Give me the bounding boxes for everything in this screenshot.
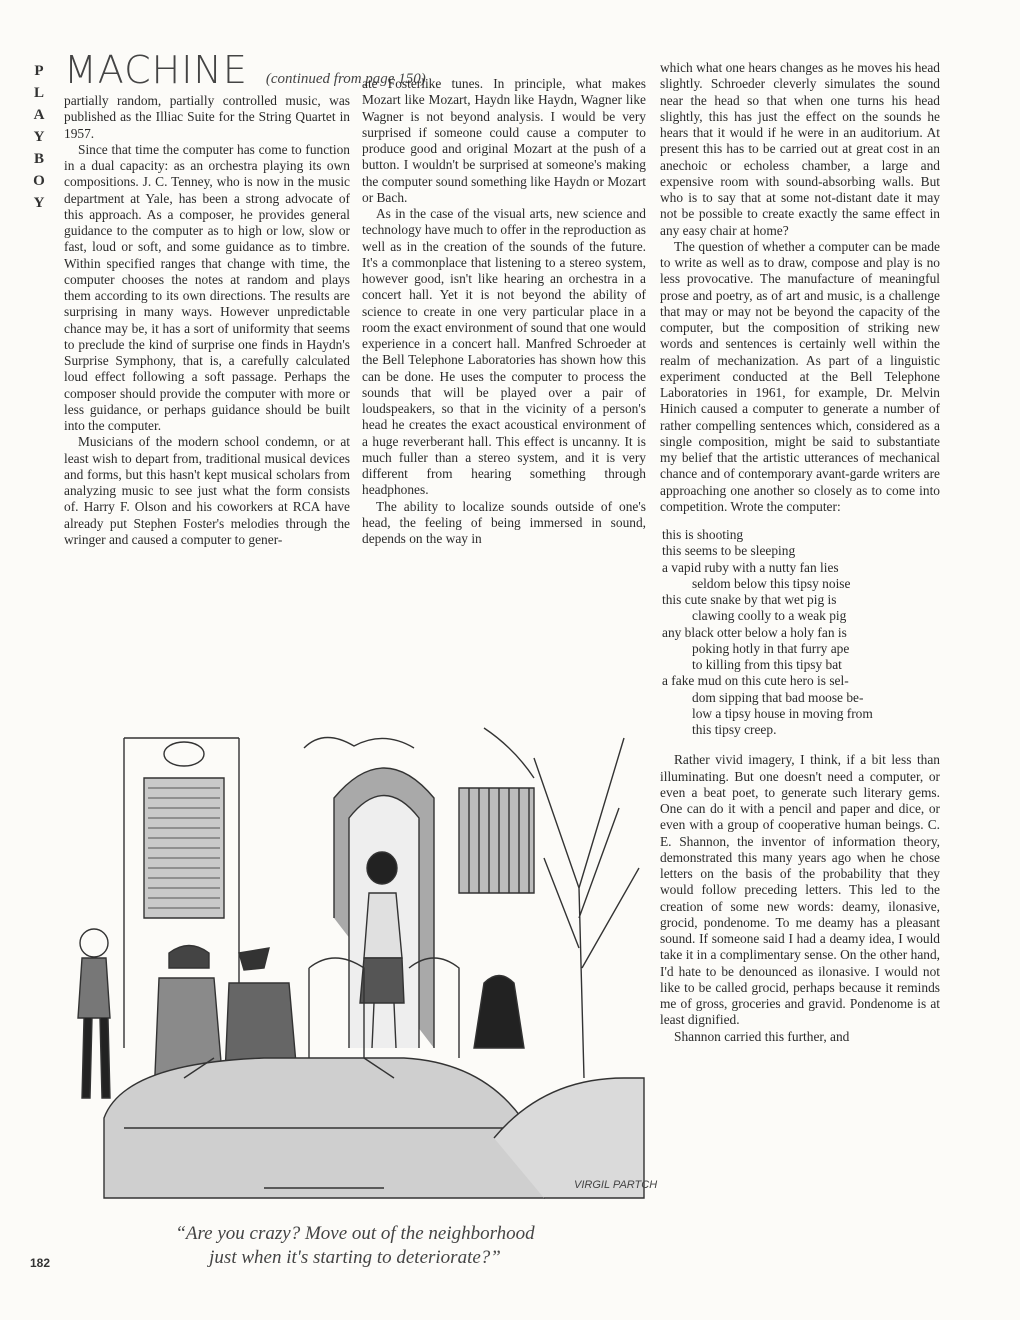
poem-line-continuation: to killing from this tipsy bat: [692, 657, 842, 672]
magazine-letter: Y: [33, 195, 45, 211]
magazine-letter: P: [34, 63, 44, 79]
computer-poem: [662, 527, 940, 738]
poem-line-continuation: low a tipsy house in moving from: [692, 705, 873, 721]
paragraph: As in the case of the visual arts, new science and technology have much to offer in the reproduction as well as in the creation of the sounds of the future. It's a commonplace that listening to a stereo system, however good, isn't like hearing an orchestra in a concert hall. Yet it is not beyond the ability of science to create in one very particular place in a room the exact environment of sound that one would experience in a concert hall. Manfred Schroeder at the Bell Telephone Laboratories has shown how this can be done. He uses the computer to process the sounds that will be played over a pair of loudspeakers, so that in the vicinity of a person's head he creates the exact acoustical environment of a huge reverberant hall. This effect is uncanny. It is much fuller than a stereo system, and it is very different from hearing something through headphones.: [362, 206, 646, 498]
poem-line: this is shooting: [662, 527, 744, 542]
poem-line: this seems to be sleeping: [662, 543, 796, 559]
continued-note: (continued from page 150): [265, 71, 426, 87]
article-title: MACHINE: [64, 48, 248, 92]
text-column-2: [362, 76, 646, 547]
cartoon-caption: [64, 1222, 646, 1270]
poem-line-continuation: dom sipping that bad moose be-: [692, 689, 864, 705]
street-scene-drawing: [64, 718, 658, 1208]
paragraph: Rather vivid imagery, I think, if a bit less than illuminating. But one doesn't need a computer, or even a beat poet, to generate such literary gems. One can do it with a pencil and paper and dice, or even with a group of cooperative human beings. C. E. Shannon, the inventor of information theory, demonstrated this many years ago when he chose letters on the basis of the probability that they would follow preceding letters. This led to the creation of some new words: deamy, ilonasive, grocid, pondenome. To me deamy has a pleasant sound. If someone said I had a deamy idea, I would take it in a complimentary sense. On the other hand, I'd hate to be denounced as ilonasive. I would not like to be called grocid, perhaps because it reminds me of gross, groceries and gravid. Pondenome is at least dignified.: [660, 752, 940, 1028]
magazine-vertical-title: [30, 60, 48, 214]
poem-line: any black otter below a holy fan is: [662, 624, 847, 640]
poem-line-continuation: poking hotly in that furry ape: [692, 640, 850, 656]
page-number: 182: [30, 1256, 51, 1270]
poem-line: a fake mud on this cute hero is sel-: [662, 673, 849, 689]
paragraph: The question of whether a computer can be made to write as well as to draw, compose and play is no less provocative. The manufacture of meaningful prose and poetry, as of art and music, is a challenge that may or may not be beyond the capacity of the computer, but the composition of striking new words and sentences is certainly well within the realm of mechanization. As part of a linguistic experiment conducted at the Bell Telephone Laboratories in 1961, for example, Dr. Melvin Hinich caused a computer to generate a number of rather compelling sentences which, considered as a single composition, might be said to substantiate my belief that the artistic utterances of mechanical chance and of contemporary avant-garde writers are approaching one another so closely as to come into competition. Wrote the computer:: [660, 238, 940, 514]
text-column-1: [64, 93, 350, 548]
text-column-3: [660, 60, 940, 1045]
magazine-letter: Y: [33, 129, 45, 145]
magazine-letter: O: [33, 173, 45, 189]
magazine-letter: L: [33, 85, 44, 101]
paragraph: Since that time the computer has come to function in a dual capacity: as an orchestra playing its own compositions. J. C. Tenney, who is now in the music department at Yale, has been a strong advocate of this approach. As a composer, he provides general guidance to the computer as to high or low, slow or fast, loud or soft, and some guidance as to timbre. Within specified ranges that change with time, the computer chooses the notes at random and plays them according to its own directions. The results are surprising in many ways. However unpredictable chance may be, it has a sort of uniformity that seems to preclude the kind of surprise one finds in Haydn's Surprise Symphony, that is, a carefully calculated loud effect following a soft passage. Perhaps the composer should provide the computer with more or less guidance, or perhaps guidance should be built into the computer.: [64, 141, 350, 433]
magazine-letter: A: [33, 107, 45, 123]
poem-line-continuation: seldom below this tipsy noise: [692, 575, 851, 591]
paragraph: Shannon carried this further, and: [674, 1028, 850, 1044]
artist-signature: VIRGIL PARTCH: [574, 1179, 658, 1191]
magazine-letter: B: [33, 151, 44, 167]
caption-line: “Are you crazy? Move out of the neighborhood: [175, 1223, 535, 1244]
paragraph: which what one hears changes as he moves his head slightly. Schroeder cleverly simulates the sound near the head so that when one turns his head slightly, this has just the effect on the sounds he hears that it would if he were in an auditorium. At present this has to be carried out at great cost in an anechoic or echoless chamber, a large and expensive room with sound-absorbing walls. But who is to say that at some not-distant date it may not be possible to create exactly the same effect in any easy chair at home?: [660, 60, 940, 238]
paragraph: The ability to localize sounds outside of one's head, the feeling of being immersed in sound, depends on the way in: [362, 498, 646, 546]
poem-line: a vapid ruby with a nutty fan lies: [662, 559, 839, 575]
paragraph: Musicians of the modern school condemn, or at least wish to depart from, traditional musical devices and forms, but this hasn't kept musical scholars from analyzing music to see just what the form consists of. Harry F. Olson and his coworkers at RCA have already put Stephen Foster's melodies through the wringer and caused a computer to gener-: [64, 434, 350, 547]
poem-line-continuation: clawing coolly to a weak pig: [692, 608, 847, 624]
poem-line-continuation: this tipsy creep.: [692, 722, 777, 737]
paragraph: ate Fosterlike tunes. In principle, what makes Mozart like Mozart, Haydn like Haydn, Wagner like Wagner is not beyond analysis. I would be very surprised if someone could cause a computer to produce good and original Mozart at the push of a button. I wouldn't be surprised at someone's making the computer sound something like Haydn or Mozart or Bach.: [362, 76, 646, 205]
caption-line: just when it's starting to deteriorate?”: [209, 1247, 501, 1268]
paragraph: partially random, partially controlled music, was published as the Illiac Suite for the String Quartet in 1957.: [64, 93, 350, 141]
poem-line: this cute snake by that wet pig is: [662, 592, 837, 607]
cartoon-illustration: [64, 718, 658, 1208]
